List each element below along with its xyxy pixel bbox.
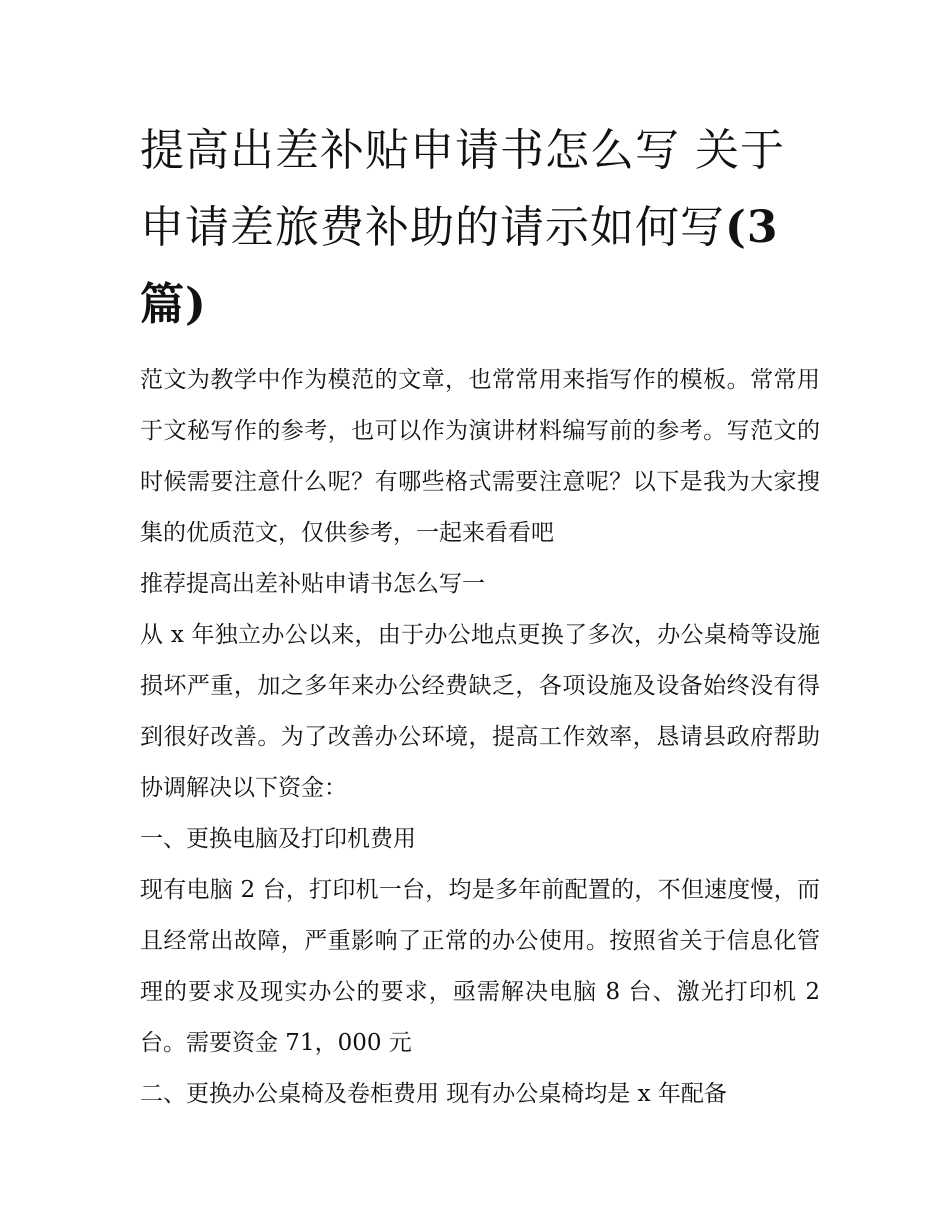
title-suffix: (3 篇) xyxy=(140,202,779,330)
title-main: 提高出差补贴申请书怎么写 关于申请差旅费补助的请示如何写 xyxy=(140,125,785,253)
item-heading: 二、更换办公桌椅及卷柜费用 现有办公桌椅均是 x 年配备 xyxy=(140,1081,727,1107)
section-heading: 推荐提高出差补贴申请书怎么写一 xyxy=(140,571,485,597)
document-body xyxy=(140,355,820,1120)
body-paragraph: 从 x 年独立办公以来，由于办公地点更换了多次，办公桌椅等设施损坏严重，加之多年来办公经费缺乏，各项设施及设备始终没有得到很好改善。为了改善办公环境，提高工作效率，恳请县政府帮助协调解决以下资金： xyxy=(140,622,820,801)
item-heading: 一、更换电脑及打印机费用 xyxy=(140,826,416,852)
body-paragraph: 现有电脑 2 台，打印机一台，均是多年前配置的，不但速度慢，而且经常出故障，严重影响了正常的办公使用。按照省关于信息化管理的要求及现实办公的要求，亟需解决电脑 8 台、激光打印机 2 台。需要资金 71，000 元 xyxy=(140,877,820,1056)
intro-paragraph: 范文为教学中作为模范的文章，也常常用来指写作的模板。常常用于文秘写作的参考，也可以作为演讲材料编写前的参考。写范文的时候需要注意什么呢？有哪些格式需要注意呢？以下是我为大家搜集的优质范文，仅供参考，一起来看看吧 xyxy=(140,367,820,546)
document-title xyxy=(140,112,820,343)
document-page xyxy=(140,112,820,1120)
